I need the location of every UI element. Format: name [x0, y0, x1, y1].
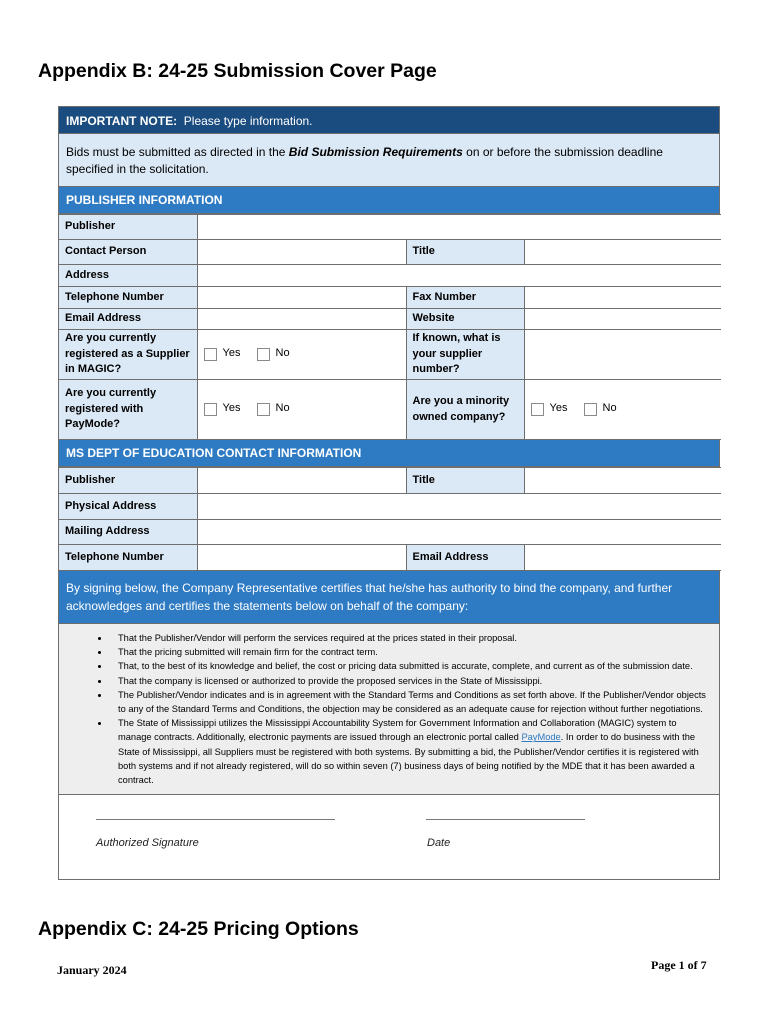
fax-field[interactable] — [524, 287, 721, 309]
table-row — [59, 287, 721, 309]
important-note-label: IMPORTANT NOTE: — [66, 114, 178, 128]
table-row — [59, 330, 721, 380]
mde-email-label: Email Address — [406, 545, 524, 571]
bids-note-suffix: on or before the submission deadline specified in the solicitation. — [66, 145, 663, 176]
table-row — [59, 494, 721, 520]
publisher-label: Publisher — [59, 215, 197, 240]
mde-title-label: Title — [406, 468, 524, 494]
table-row — [59, 240, 721, 265]
magic-statement-prefix: The State of Mississippi utilizes the Mississippi Accountability System for Government Information and Collaboration (MAGIC) system to manage contracts. Additionally, electronic payments are issued through an electronic portal called — [118, 718, 677, 743]
page-number: Page 1 of 7 — [651, 958, 707, 972]
publisher-section-header: PUBLISHER INFORMATION — [59, 187, 719, 214]
telephone-field[interactable] — [197, 287, 406, 309]
bids-note-emphasis: Bid Submission Requirements — [288, 145, 463, 159]
website-label: Website — [406, 309, 524, 330]
certification-bullets — [59, 624, 719, 795]
list-item: • The Publisher/Vendor indicates and is in agreement with the Standard Terms and Conditions as set forth above. If the Publisher/Vendor objects to any of the Standard Terms and Conditions, the objection may be considered as an adequate cause for rejection without further negotiations. — [110, 688, 711, 716]
magic-yes-label: Yes — [222, 347, 241, 360]
magic-statement-suffix: . In order to do business with the State of Mississippi, all Suppliers must be registered with both systems. By submitting a bid, the Publisher/Vendor certifies it is registered with both systems and if not already registered, will do so within seven (7) business days of being notified by the MDE that it has been awarded a contract. — [118, 732, 699, 786]
mde-telephone-field[interactable] — [197, 545, 406, 571]
physical-address-label: Physical Address — [59, 494, 197, 520]
email-field[interactable] — [197, 309, 406, 330]
paymode-question-label: Are you currently registered with PayMode? — [59, 380, 197, 440]
important-note-text: Please type information. — [183, 114, 313, 128]
signature-line[interactable] — [96, 819, 335, 820]
fax-label: Fax Number — [406, 287, 524, 309]
paymode-yes-checkbox[interactable] — [204, 403, 217, 416]
table-row — [59, 215, 721, 240]
publisher-field[interactable] — [197, 215, 721, 240]
website-field[interactable] — [524, 309, 721, 330]
mailing-address-label: Mailing Address — [59, 520, 197, 545]
table-row — [59, 520, 721, 545]
date-line[interactable] — [426, 819, 585, 820]
signature-block — [59, 795, 719, 879]
address-label: Address — [59, 265, 197, 287]
appendix-c-title: Appendix C: 24-25 Pricing Options — [38, 918, 359, 940]
magic-question-label: Are you currently registered as a Supplier in MAGIC? — [59, 330, 197, 380]
mde-email-field[interactable] — [524, 545, 721, 571]
table-row — [59, 265, 721, 287]
physical-address-field[interactable] — [197, 494, 721, 520]
bids-note-prefix: Bids must be submitted as directed in the — [66, 145, 289, 159]
list-item: • That the company is licensed or authorized to provide the proposed services in the State of Mississippi. — [110, 674, 711, 688]
magic-no-label: No — [275, 347, 290, 360]
mde-telephone-label: Telephone Number — [59, 545, 197, 571]
telephone-label: Telephone Number — [59, 287, 197, 309]
address-field[interactable] — [197, 265, 721, 287]
appendix-b-title: Appendix B: 24-25 Submission Cover Page — [38, 60, 437, 82]
title-label: Title — [406, 240, 524, 265]
contact-person-field[interactable] — [197, 240, 406, 265]
paymode-no-checkbox[interactable] — [257, 403, 270, 416]
submission-cover-form — [58, 106, 720, 880]
list-item: • That the Publisher/Vendor will perform the services required at the prices stated in their proposal. — [110, 631, 711, 645]
table-row — [59, 545, 721, 571]
magic-yes-checkbox[interactable] — [204, 348, 217, 361]
mde-contact-table — [59, 467, 721, 571]
minority-options — [524, 380, 721, 440]
email-label: Email Address — [59, 309, 197, 330]
minority-yes-label: Yes — [549, 402, 568, 415]
title-field[interactable] — [524, 240, 721, 265]
list-item — [110, 716, 711, 787]
mde-publisher-label: Publisher — [59, 468, 197, 494]
magic-no-checkbox[interactable] — [257, 348, 270, 361]
publisher-table — [59, 214, 721, 440]
certification-statement: By signing below, the Company Representative certifies that he/she has authority to bind the company, and further acknowledges and certifies the statements below on behalf of the company: — [59, 571, 719, 624]
date-label: Date — [427, 837, 451, 850]
paymode-yes-label: Yes — [222, 402, 241, 415]
supplier-number-label: If known, what is your supplier number? — [406, 330, 524, 380]
supplier-number-field[interactable] — [524, 330, 721, 380]
table-row — [59, 380, 721, 440]
list-item: • That the pricing submitted will remain firm for the contract term. — [110, 645, 711, 659]
contact-person-label: Contact Person — [59, 240, 197, 265]
signature-label: Authorized Signature — [96, 837, 199, 850]
table-row — [59, 309, 721, 330]
minority-yes-checkbox[interactable] — [531, 403, 544, 416]
paymode-no-label: No — [275, 402, 290, 415]
paymode-options — [197, 380, 406, 440]
minority-no-label: No — [602, 402, 617, 415]
table-row — [59, 468, 721, 494]
magic-options — [197, 330, 406, 380]
mailing-address-field[interactable] — [197, 520, 721, 545]
minority-no-checkbox[interactable] — [584, 403, 597, 416]
bids-note — [59, 134, 719, 187]
list-item: • That, to the best of its knowledge and belief, the cost or pricing data submitted is accurate, complete, and current as of the submission date. — [110, 659, 711, 673]
mde-section-header: MS DEPT OF EDUCATION CONTACT INFORMATION — [59, 440, 719, 467]
mde-title-field[interactable] — [524, 468, 721, 494]
mde-publisher-field[interactable] — [197, 468, 406, 494]
minority-question-label: Are you a minority owned company? — [406, 380, 524, 440]
paymode-link[interactable]: PayMode — [521, 732, 561, 743]
footer-date: January 2024 — [57, 963, 127, 977]
important-note-header — [59, 107, 719, 134]
